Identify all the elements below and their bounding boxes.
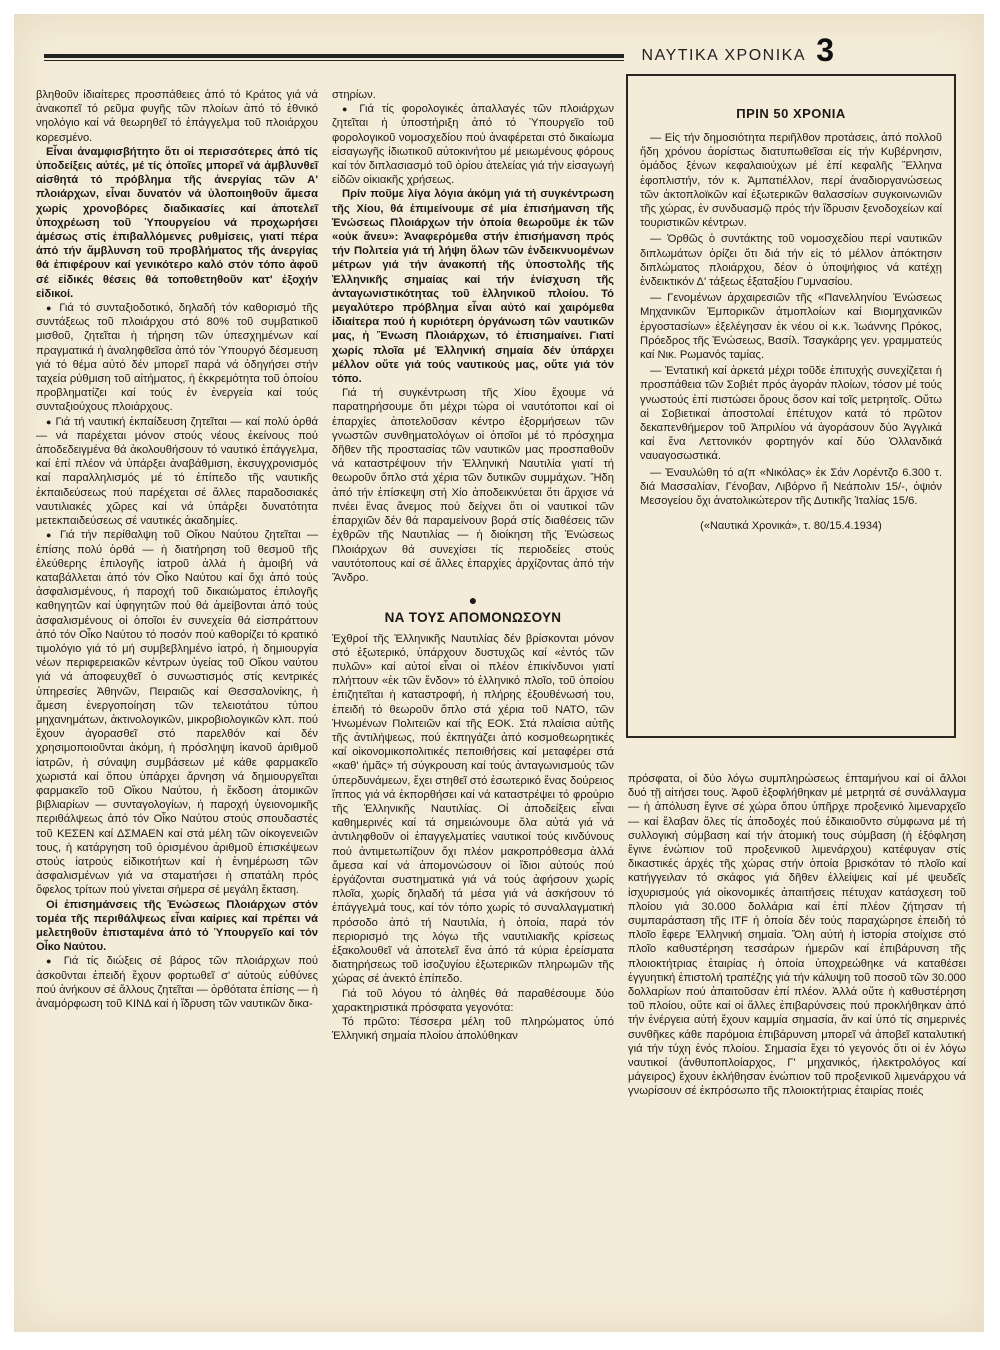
- bullet-paragraph: ● Γιά τό συνταξιοδοτικό, δηλαδή τόν καθορισμό τῆς συντάξεως τοῦ πλοιάρχου στό 80% τοῦ συμβατικοῦ μισθοῦ, ζητεῖται ἡ τήρηση τῶν ὑπεσχημένων καί πραγματικά ἡ ἀναληφθεῖσα ἀπό τόν Ὑπουργό δέσμευση γιά τό θέμα αὐτό δέν μπορεῖ παρά νά ὁδηγήσει στήν ταχεία ρύθμιση τοῦ αἰτήματος, ἡ ἐκκρεμότητα τοῦ ὁποίου προβληματίζει καί τούς ἐν ἐνεργεία καί τούς συνταξιούχους πλοιάρχους.: [36, 301, 318, 415]
- paragraph: Ἐχθροί τῆς Ἑλληνικῆς Ναυτιλίας δέν βρίσκονται μόνον στό ἐξωτερικό, ὑπάρχουν δυστυχῶς καί «ἐντός τῶν πυλῶν» καί αὐτοί εἶναι οἱ πλέον ἐπικίνδυνοι γιατί πλήττουν «ἐκ τῶν ἔνδον» τό ἑλληνικό πλοῖο, τοῦ ὁποίου ἐπιζητεῖται ἡ καταστροφή, ἡ πλήρης ἐξουθένωσή του, ἐπειδή τό θεωροῦν ὅπλο στά χέρια τοῦ ΝΑΤΟ, τῶν Ἡνωμένων Πολιτειῶν καί τῆς ΕΟΚ. Στά πλαίσια αὐτῆς τῆς ἀντιλήψεως, πού ἐκπηγάζει ἀπό κοσμοθεωρητικές καί οἰκονομικοπολιτικές πεποιθήσεις καί μεταφέρει στά «καθ' ἡμᾶς» τή σύγκρουση καί τούς ἀνταγωνισμούς τῶν ὑπερδυνάμεων, ἔχει στηθεῖ στό ἐσωτερικό ἕνας δούρειος ἵππος γιά νά ἐκπορθήσει καί νά καταστρέψει τό φρούριο τῆς Ἑλληνικῆς Ναυτιλίας. Οἱ ἀποδείξεις εἶναι καθημερινές καί τά σημειώνουμε ὅλα αὐτά γιά νά ἀντιληφθοῦν οἱ ἐπαγγελματίες ναυτικοί τούς κινδύνους πού ἀντιμετωπίζουν ὄχι πλέον μακροπρόθεσμα ἀλλά ἄμεσα καί νά ἀπομονώσουν οἱ ἴδιοι αὐτούς πού ἐργάζονται συστηματικά γιά νά τούς ἀφήσουν χωρίς πλοῖα, χωρίς δηλαδή τά μέσα γιά νά ἀσκήσουν τό ἐπάγγελμά τους, καί τόν τόπο χωρίς τό συναλλαγματική πρόσοδο ἀπό τή Ναυτιλία, ἡ ὁποία, παρά τόν περιορισμό της λόγω τῆς ναυτιλιακῆς κρίσεως ἐξακολουθεῖ νά ἀποτελεῖ ἕνα ἀπό τά κύρια ἐρείσματα διατηρήσεως τοῦ ἰσοζυγίου ἐξωτερικῶν πληρωμῶν τῆς χώρας σέ ἀνεκτό ἐπίπεδο.: [332, 632, 614, 986]
- column-3: [628, 772, 966, 1099]
- bullet-paragraph: ● Γιά τή ναυτική ἐκπαίδευση ζητεῖται — καί πολύ ὀρθά — νά παρέχεται μόνον στούς νέους ἐκείνους πού ἀποδεδειγμένα θά ἀκολουθήσουν τό ναυτικό ἐπάγγελμα, καί ἐπί πλέον νά ὑπάρξει ἀναβάθμιση, ἐκσυγχρονισμός καί παραλληλισμός μέ τό ἐπίπεδο τῆς ναυτικῆς ἐκπαιδεύσεως πού παρέχεται σέ ἄλλες παραδοσιακές ναυτιλιακές χῶρες καί νά ὑπάρξει δυνατότητα μετεκπαιδεύσεως σέ ναυτικές ἀκαδημίες.: [36, 415, 318, 529]
- paragraph-bold: Πρίν ποῦμε λίγα λόγια ἀκόμη γιά τή συγκέντρωση τῆς Χίου, θά ἐπιμείνουμε σέ μία ἐπισήμανση τῆς Ἑνώσεως Πλοιάρχων τήν ὁποία θεωροῦμε ἐκ τῶν «οὐκ ἄνευ»: Ἀναφερόμεθα στήν ἐπισήμανση πρός τήν Πολιτεία γιά τή λήψη ὅλων τῶν ἐνδεικνυομένων μέτρων γιά τήν ἀνακοπή τῆς ὑποστολῆς τῆς Ἑλληνικῆς σημαίας καί τήν ἐνίσχυση τῆς ἀνταγωνιστικότητας τοῦ ἑλληνικοῦ πλοίου. Τό μεγαλύτερο πρόβλημα εἶναι αὐτό καί χαιρόμεθα ἰδιαίτερα πού ἡ κυριότερη ὀργάνωση τῶν ναυτικῶν μας, ἡ Ἕνωση Πλοιάρχων, τό ἐπισημαίνει. Γιατί χωρίς πλοῖα μέ Ἑλληνική σημαία δέν ὑπάρχει μέλλον οὔτε γιά τούς ναυτικούς μας, οὔτε γιά τόν τόπο.: [332, 188, 614, 386]
- header-rule: [44, 54, 624, 58]
- publication-title: ΝΑΥΤΙΚΑ ΧΡΟΝΙΚΑ: [641, 47, 806, 64]
- newspaper-page: [14, 14, 984, 1332]
- paragraph: βληθοῦν ἰδιαίτερες προσπάθειες ἀπό τό Κράτος γιά νά ἀνακοπεῖ τό ρεῦμα φυγῆς τῶν πλοίων ἀπό τό ἐθνικό νηολόγιο καί νά θεωρηθεῖ τό ἐπάγγελμα τοῦ πλοιάρχου κορεσμένο.: [36, 89, 318, 144]
- box-paragraph: — Ἐντατική καί ἀρκετά μέχρι τοῦδε ἐπιτυχής συνεχίζεται ἡ προσπάθεια τῶν Σοβιέτ πρός ἀγοράν πλοίων, τόσον μέ τούς γνωστούς ἐπί πιστώσει ὅρους ὅσον καί τοῖς μετρητοῖς. Οὕτω αἱ Σοβιετικαί ἀποστολαί ἐπέτυχον κατά τό πρῶτον δεκαπενθήμερον τοῦ Ἀπριλίου νά ἀγοράσουν δύο Ἀγγλικά καί ἕνα Λεττονικόν φορτηγόν καί δύο Ὁλλανδικά ναυαγοσωστικά.: [640, 365, 942, 463]
- box-paragraph: — Εἰς τήν δημοσιότητα περιῆλθον προτάσεις, ἀπό πολλοῦ ἤδη χρόνου ἀορίστως διατυπωθεῖσαι εἰς τήν Κυβέρνησιν, ὁμάδος ξένων κεφαλαιούχων μέ ἐπί κεφαλῆς Ἕλληνα ἐφοπλιστήν, τόν κ. Ἀμπατιέλλον, περί ἀναδιοργανώσεως τῶν ἀκτοπλοϊκῶν καί ἐξωτερικῶν θαλασσίων συγκοινωνιῶν τῆς χώρας, ἐν συνδυασμῷ πρός τήν ἵδρυσιν ξενοδοχείων καί τουριστικῶν κέντρων.: [640, 132, 942, 230]
- bullet-paragraph: ● Γιά τίς διώξεις σέ βάρος τῶν πλοιάρχων πού ἀσκοῦνται ἐπειδή ἔχουν φορτωθεῖ σ' αὐτούς εὐθύνες πού ἀνήκουν σέ ἄλλους ζητεῖται — ὀρθότατα ἐπίσης — ἡ ἀναμόρφωση τοῦ ΚΙΝΔ καί ἡ ἵδρυση τῶν ναυτικῶν δικα-: [36, 954, 318, 1011]
- paragraph: στηρίων.: [332, 89, 376, 101]
- bullet-paragraph: ● Γιά τίς φορολογικές ἀπαλλαγές τῶν πλοιάρχων ζητεῖται ἡ ὑποστήριξη ἀπό τό Ὑπουργεῖο τοῦ φορολογικοῦ νομοσχεδίου πού ἀναφέρεται στό δικαίωμα εἰσαγωγῆς ἰδιωτικοῦ αὐτοκινήτου μέ μειωμένους φόρους καί τόν διπλασιασμό τοῦ ὁρίου ἀτελείας γιά τήν εἰσαγωγή εἰδῶν οἰκιακῆς χρήσεως.: [332, 102, 614, 187]
- box-body: [640, 131, 942, 508]
- section-separator-dot: ●: [468, 592, 478, 609]
- paragraph: Γιά τοῦ λόγου τό ἀληθές θά παραθέσουμε δύο χαρακτηριστικά πρόσφατα γεγονότα:: [332, 987, 614, 1014]
- box-title: ΠΡΙΝ 50 ΧΡΟΝΙΑ: [736, 106, 846, 121]
- box-paragraph: — Ἐναυλώθη τό α(π «Νικόλας» ἐκ Σάν Λορέντζο 6.300 τ. διά Μασσαλίαν, Γένοβαν, Λιβόρνο ἤ Νεάπολιν 15/-, ὀψιόν Μεσογείου ὄχι ἀνατολικώτερον τῆς Δυτικῆς Ἰταλίας 15/6.: [640, 466, 942, 508]
- column-1: [36, 88, 318, 1011]
- paragraph-bold: Εἶναι ἀναμφισβήτητο ὅτι οἱ περισσότερες ἀπό τίς ὑποδείξεις αὐτές, μέ τίς ὁποῖες μπορεῖ νά ἀμβλυνθεῖ αἰσθητά τό πρόβλημα τῆς ἀνεργίας τῶν Α' πλοιάρχων, εἶναι δυνατόν νά ὑλοποιηθοῦν ἄμεσα χωρίς χρονοβόρες διαδικασίες καί ἀποτελεῖ ὑποχρέωση τοῦ Ὑπουργείου νά προχωρήσει ἀμέσως στίς ἐπιβαλλόμενες ρυθμίσεις, γιατί πέρα ἀπό τήν ἄμβλυνση τοῦ προβλήματος τῆς ἀνεργίας θά ἐπιφέρουν καί γενικότερο καλό στόν τόπο ἀφοῦ σέ εἰδικές θέσεις θά τοποθετηθοῦν κατ' ἐξοχήν εἰδικοί.: [36, 145, 318, 300]
- section-heading: ΝΑ ΤΟΥΣ ΑΠΟΜΟΝΩΣΟΥΝ: [384, 610, 562, 626]
- header-rule-thin: [44, 60, 624, 61]
- sidebar-box-50-years-ago: [626, 74, 956, 738]
- paragraph: Γιά τή συγκέντρωση τῆς Χίου ἔχουμε νά παρατηρήσουμε ὅτι μέχρι τώρα οἱ ναυτότοποι καί οἱ ἐπαρχίες ἀποτελοῦσαν κέντρο ἐξορμήσεων τῶν γνωστῶν συνθηματολόγων οἱ ὁποῖοι μέ τό πρόσχημα δῆθεν τῆς προστασίας τῶν ναυτικῶν μας προσπαθοῦν νά καταστρέψουν τήν Ἑλληνική Ναυτιλία γιατί τή θεωροῦν ὅπλο στά χέρια τῶν δυτικῶν συμμάχων. Ἤδη ἀπό τήν ἐπίσκεψη στή Χίο ἀποδεικνύεται ὅτι ἄρχισε νά πνέει ἕνας ἄνεμος πού δείχνει ὅτι οἱ ναυτικοί τῶν ἐπαρχιῶν δέν θά παραμείνουν βορά στίς διαθέσεις τῶν ἐχθρῶν τῆς Ναυτιλίας — ἡ διοίκηση τῆς Ἑνώσεως Πλοιάρχων θά συνεχίσει τίς περιοδείες στούς ναυτότοπους καί σέ ἄλλες ἐπαρχίες ἀρχίζοντας ἀπό τήν Ἄνδρο.: [332, 387, 614, 584]
- box-paragraph: — Γενομένων ἀρχαιρεσιῶν τῆς «Πανελληνίου Ἑνώσεως Μηχανικῶν Ἐμπορικῶν ἀτμοπλοίων καί Βιομηχανικῶν ἐργοστασίων» ἐξελέγησαν ἐκ νέου οἱ κ.κ. Ἰωάννης Πρόκος, Πρόεδρος τῆς Ἑνώσεως, Βασίλ. Τσαγκάρης γεν. γραμματεύς καί Νικ. Ρωμανός ταμίας.: [640, 292, 942, 362]
- paragraph: πρόσφατα, οἱ δύο λόγω συμπληρώσεως ἐπταμήνου καί οἱ ἄλλοι δυό τῇ αἰτήσει τους. Ἀφοῦ ἐξοφλήθηκαν μέ μετρητά σέ συνάλλαγμα — ἡ ἀπόλυση ἔγινε σέ χώρα ὅπου ὑπῆρχε προξενικό λιμεναρχεῖο — καί ἔλαβαν ὅλες τίς ἀποδοχές πού ἐδικαιοῦντο σύμφωνα μέ τή συλλογική σύμβαση καί τήν ἀτομική τους σύμβαση (ἡ ἐξόφληση ἔγινε ἐνώπιον τοῦ προξενικοῦ λιμενάρχου) κατέφυγαν στίς δικαστικές ἀρχές τῆς χώρας στήν ὁποία βρισκόταν τό πλοῖο καί κατήγγειλαν τό σκάφος γιά δῆθεν ἐλλείψεις καί μέ ψευδεῖς ἰσχυρισμούς γιά οἰκονομικές ἀπαιτήσεις πέτυχαν κατάσχεση τοῦ πλοίου γιά 30.000 δολλάρια καί ἐπί πλέον ζήτησαν τή συμπαράσταση τῆς ITF ἡ ὁποία δέν τούς παραχώρησε ἐπειδή τό πλοῖο ἔφερε Ἑλληνική σημαία. Ὅλη αὐτή ἡ ἱστορία στοίχισε στό πλοῖο καθυστέρηση τεσσάρων ἡμερῶν καί ἐπιβάρυνση τῆς πλοιοκτήτριας ἑταιρίας ἡ ὁποία ὑποχρεώθηκε νά καταθέσει ἐγγυητική ἐπιστολή τραπέζης γιά τήν κάλυψη τοῦ ποσοῦ τῶν 30.000 δολλαρίων πού ἀπαιτοῦσαν ἐπί πλέον. Ἀλλά οὔτε ἡ καθυστέρηση τοῦ πλοίου, οὔτε καί οἱ ἄλλες ἐπιβαρύνσεις πού προκλήθηκαν ἀπό τήν ἐνέργεια αὐτή ἔχουν καμμία σημασία, ἄν καί ὑπό τίς σημερινές συνθῆκες κάθε παρόμοια ἐπιβάρυνση μπορεῖ νά ἀποβεῖ καταλυτική γιά τήν τύχη ἑνός πλοίου. Σημασία ἔχει τό γεγονός ὅτι οἱ ἐν λόγω ναυτικοί (ἀνθυποπλοίαρχος, Γ' μηχανικός, ἠλεκτρολόγος καί μάγειρος) ἔχουν ἐκλήθησαν ἐνώπιον τοῦ προξενικοῦ λιμενάρχου νά γνωρίσουν σέ ἐκπρόσωπο τῆς πλοιοκτήτριας ἑταιρίας ποιές: [628, 773, 966, 1098]
- column-2: [332, 88, 614, 1043]
- page-number: 3: [816, 32, 834, 68]
- box-paragraph: — Ὀρθῶς ὁ συντάκτης τοῦ νομοσχεδίου περί ναυτικῶν διπλωμάτων ὁρίζει ὅτι διά τήν εἰς τό μέλλον ἀπόκτησιν διπλώματος πλοιάρχου, δέον ὁ ὑποψήφιος νά κατέχῃ ἐνδεικτικόν Δ' τάξεως ἑξαταξίου Γυμνασίου.: [640, 233, 942, 289]
- paragraph-bold: Οἱ ἐπισημάνσεις τῆς Ἑνώσεως Πλοιάρχων στόν τομέα τῆς περιθάλψεως εἶναι καίριες καί πρέπει νά μελετηθοῦν ἐπισταμένα ἀπό τό Ὑπουργεῖο καί τόν Οἶκο Ναύτου.: [36, 898, 318, 954]
- page-header: [44, 32, 834, 68]
- box-source-citation: («Ναυτικά Χρονικά», τ. 80/15.4.1934): [700, 520, 882, 533]
- paragraph: Τό πρῶτο: Τέσσερα μέλη τοῦ πληρώματος ὑπό Ἑλληνική σημαία πλοίου ἀπολύθηκαν: [332, 1016, 614, 1043]
- bullet-paragraph: ● Γιά τήν περίθαλψη τοῦ Οἴκου Ναύτου ζητεῖται — ἐπίσης πολύ ὀρθά — ἡ διατήρηση τοῦ θεσμοῦ τῆς ἐλεύθερης ἐπιλογῆς ἰατροῦ ἀλλά ἡ ἀμοιβή νά καταβάλλεται ἀπό τόν Οἶκο Ναύτου καί ὄχι ἀπό τούς ἀσφαλισμένους, ἡ παροχή τοῦ δικαιώματος ἐπιλογῆς καθηγητῶν καί ὑφηγητῶν πού θά ἀμείβονται ἀπό τούς ἀσφαλισμένους οἱ ὁποῖοι ἐν συνεχεία θά εἰσπράττουν ἀπό τόν Οἶκο Ναύτου τό ποσόν πού καθορίζει τό κρατικό τιμολόγιο γιά τό μή συμβεβλημένο ἰατρό, ἡ δημιουργία νέων περιφερειακῶν κέντρων ὑγείας τοῦ Οἴκου ναύτου γιά νά ἀποφευχθεῖ ὁ συνωστισμός στίς κεντρικές ὑπηρεσίες Ἀθηνῶν, Πειραιῶς καί Θεσσαλονίκης, ἡ ἄμεση ἐνεργοποίηση τῶν τελειοτάτου τύπου μηχανημάτων, ἀκτινολογικῶν, μικροβιολογικῶν κλπ. πού ἔχουν ἀγορασθεῖ στό παρελθόν καί δέν χρησιμοποιοῦνται ἀκόμη, ἡ πρόσληψη ἱκανοῦ ἀριθμοῦ ἰατρῶν, ἡ σύναψη συμβάσεων μέ κάθε φαρμακεῖο χωριστά καί ὅπου ὑπάρχει ἄρνηση νά δημιουργεῖται φαρμακεῖο τοῦ Οἴκου Ναύτου, ἡ ἔκδοση ἀτομικῶν βιβλιαρίων — συνταγολογίων, ἡ παροχή ὑγειονομικῆς περιθάλψεως ἀπό τόν Οἶκο Ναύτου στούς σπουδαστές τοῦ ΚΕΣΕΝ καί ΔΣΜΑΕΝ καί στά μέλη τῶν οἰκογενειῶν τους, ἡ κατάργηση τοῦ ὁρισμένου ἀριθμοῦ ἐπισκέψεων στούς ἰατρούς εἰδικοτήτων καί ἡ ἐνημέρωση τῶν ἀσφαλισμένων γιά να σταματήσει ἡ σπατάλη πρός ὄφελος τρίτων πού γίνεται σήμερα σέ μεγάλη ἔκταση.: [36, 528, 318, 897]
